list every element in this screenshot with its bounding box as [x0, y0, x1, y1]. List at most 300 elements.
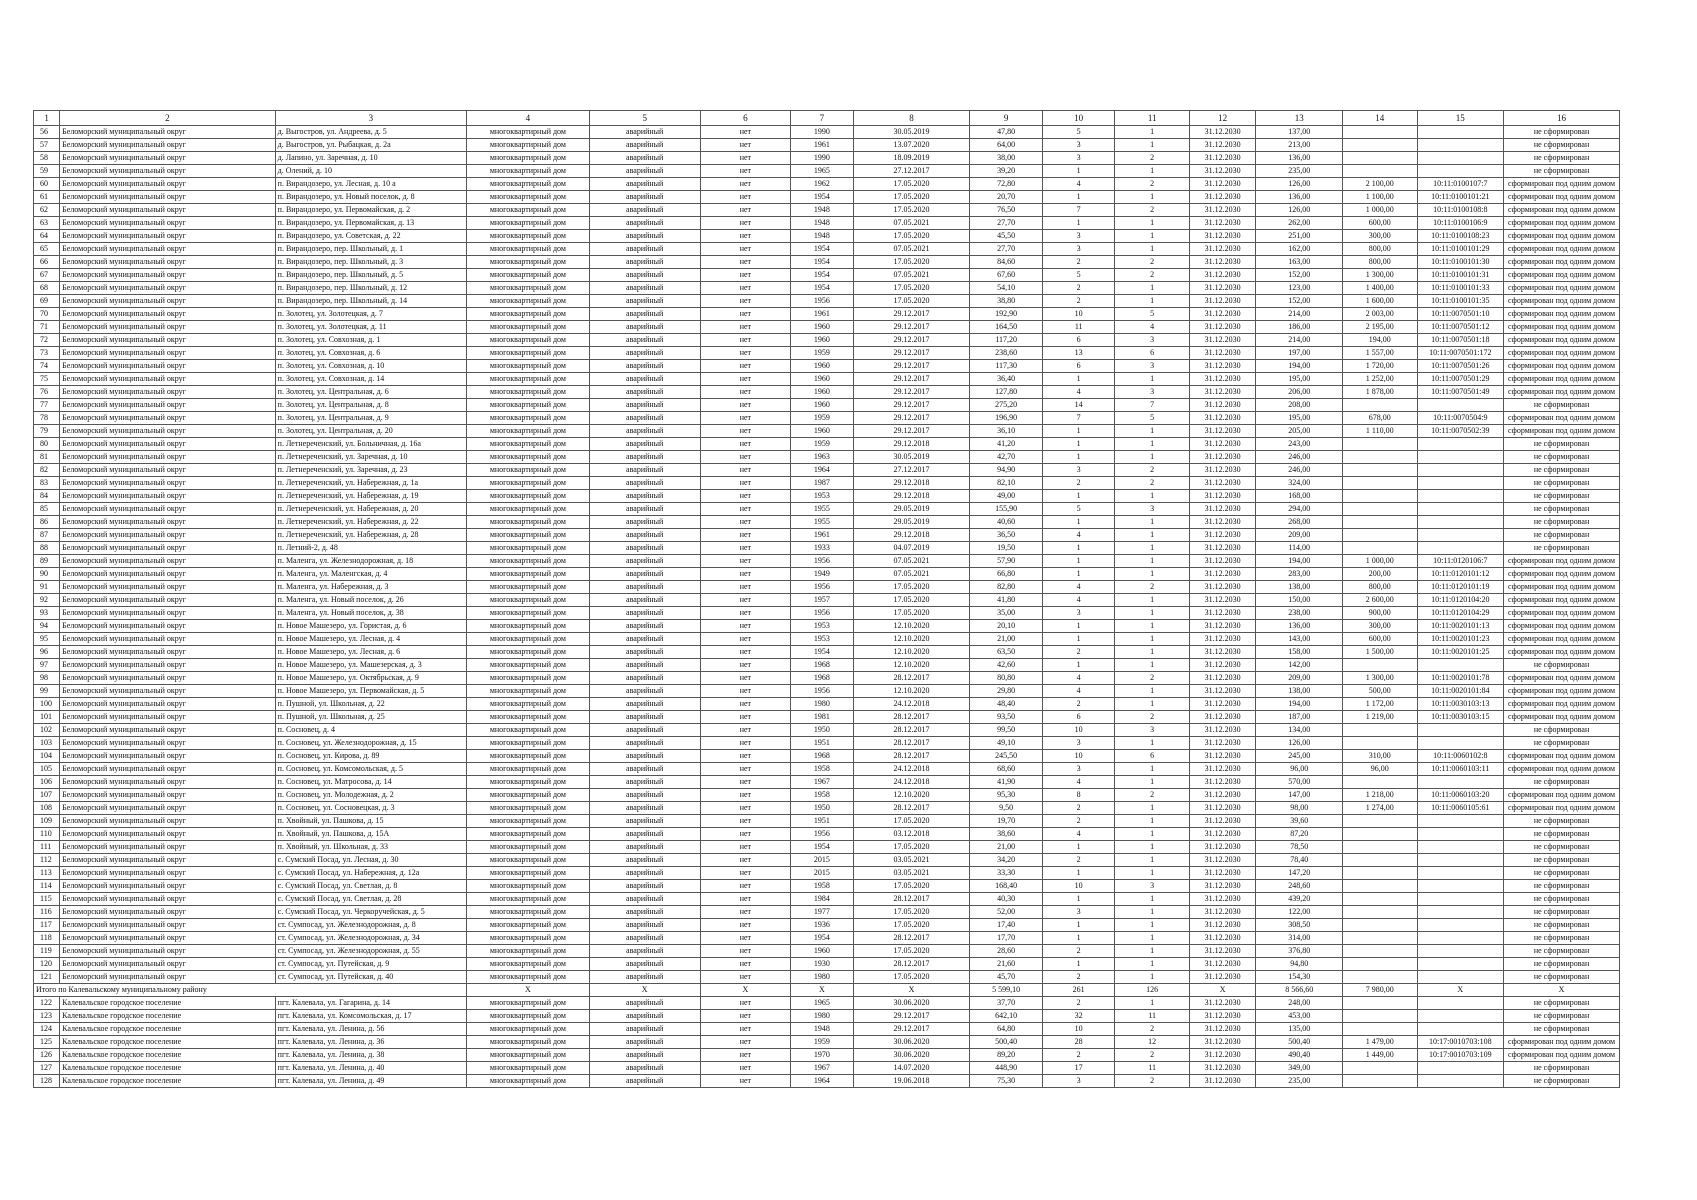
- table-cell: [1417, 828, 1504, 841]
- table-cell: 31.12.2030: [1189, 646, 1255, 659]
- table-cell: многоквартирный дом: [466, 659, 589, 672]
- total-row: [34, 984, 1620, 997]
- table-cell: многоквартирный дом: [466, 815, 589, 828]
- table-cell: 1987: [791, 477, 853, 490]
- table-cell: нет: [700, 945, 791, 958]
- table-cell: 10:17:0010703:109: [1417, 1049, 1504, 1062]
- table-cell: не сформирован: [1504, 841, 1620, 854]
- table-cell: 42,60: [970, 659, 1043, 672]
- table-cell: 214,00: [1256, 334, 1343, 347]
- table-cell: 1: [1042, 620, 1115, 633]
- table-cell: 10:11:0020101:84: [1417, 685, 1504, 698]
- table-cell: нет: [700, 581, 791, 594]
- table-cell: п. Сосновец, ул. Молодежная, д. 2: [275, 789, 466, 802]
- table-cell: 31.12.2030: [1189, 789, 1255, 802]
- table-cell: п. Вирандозеро, пер. Школьный, д. 14: [275, 295, 466, 308]
- table-cell: 94: [34, 620, 60, 633]
- table-row: [34, 906, 1620, 919]
- table-row: [34, 490, 1620, 503]
- table-cell: аварийный: [589, 191, 700, 204]
- table-cell: 31.12.2030: [1189, 204, 1255, 217]
- table-cell: 10: [1042, 880, 1115, 893]
- table-cell: 900,00: [1342, 607, 1417, 620]
- table-cell: не сформирован: [1504, 932, 1620, 945]
- table-cell: 192,90: [970, 308, 1043, 321]
- table-cell: нет: [700, 906, 791, 919]
- table-cell: не сформирован: [1504, 958, 1620, 971]
- table-cell: 10:17:0010703:108: [1417, 1036, 1504, 1049]
- table-cell: аварийный: [589, 373, 700, 386]
- table-cell: не сформирован: [1504, 139, 1620, 152]
- table-cell: не сформирован: [1504, 490, 1620, 503]
- table-cell: 1954: [791, 841, 853, 854]
- table-cell: Беломорский муниципальный округ: [60, 503, 275, 516]
- table-cell: 4: [1115, 321, 1190, 334]
- table-cell: 10:11:0060105:61: [1417, 802, 1504, 815]
- table-cell: многоквартирный дом: [466, 477, 589, 490]
- table-cell: 1960: [791, 399, 853, 412]
- table-cell: 31.12.2030: [1189, 295, 1255, 308]
- table-cell: многоквартирный дом: [466, 958, 589, 971]
- table-cell: 31.12.2030: [1189, 152, 1255, 165]
- table-cell: 5: [1115, 308, 1190, 321]
- table-cell: не сформирован: [1504, 477, 1620, 490]
- table-cell: 35,00: [970, 607, 1043, 620]
- table-cell: 1: [1115, 243, 1190, 256]
- table-row: [34, 1010, 1620, 1023]
- table-cell: 40,30: [970, 893, 1043, 906]
- table-cell: 6: [1115, 750, 1190, 763]
- table-cell: 251,00: [1256, 230, 1343, 243]
- table-cell: 113: [34, 867, 60, 880]
- table-cell: [1342, 490, 1417, 503]
- table-cell: 28,60: [970, 945, 1043, 958]
- table-cell: многоквартирный дом: [466, 438, 589, 451]
- table-cell: 38,80: [970, 295, 1043, 308]
- table-cell: 10:11:0100101:33: [1417, 282, 1504, 295]
- table-cell: не сформирован: [1504, 1010, 1620, 1023]
- table-cell: 87,20: [1256, 828, 1343, 841]
- table-cell: нет: [700, 880, 791, 893]
- table-cell: 10:11:0070501:18: [1417, 334, 1504, 347]
- table-cell: сформирован под одним домом: [1504, 802, 1620, 815]
- table-cell: 33,30: [970, 867, 1043, 880]
- table-cell: 2: [1042, 256, 1115, 269]
- table-cell: Беломорский муниципальный округ: [60, 295, 275, 308]
- table-cell: 10:11:0120106:7: [1417, 555, 1504, 568]
- table-cell: 2: [1042, 477, 1115, 490]
- table-cell: аварийный: [589, 477, 700, 490]
- table-cell: 248,60: [1256, 880, 1343, 893]
- table-cell: Беломорский муниципальный округ: [60, 906, 275, 919]
- table-cell: 64,80: [970, 1023, 1043, 1036]
- table-cell: сформирован под одним домом: [1504, 191, 1620, 204]
- table-cell: 100: [34, 698, 60, 711]
- table-cell: многоквартирный дом: [466, 308, 589, 321]
- table-cell: [1417, 165, 1504, 178]
- table-cell: 200,00: [1342, 568, 1417, 581]
- table-cell: п. Вирандозеро, ул. Лесная, д. 10 а: [275, 178, 466, 191]
- table-cell: [1342, 438, 1417, 451]
- table-cell: 63,50: [970, 646, 1043, 659]
- table-cell: 64: [34, 230, 60, 243]
- table-cell: 119: [34, 945, 60, 958]
- table-cell: пгт. Калевала, ул. Ленина, д. 40: [275, 1062, 466, 1075]
- table-cell: аварийный: [589, 789, 700, 802]
- table-cell: 10:11:0030103:15: [1417, 711, 1504, 724]
- table-cell: Беломорский муниципальный округ: [60, 815, 275, 828]
- table-cell: сформирован под одним домом: [1504, 555, 1620, 568]
- table-cell: сформирован под одним домом: [1504, 672, 1620, 685]
- table-cell: 106: [34, 776, 60, 789]
- table-cell: 31.12.2030: [1189, 776, 1255, 789]
- table-cell: [1342, 815, 1417, 828]
- table-cell: многоквартирный дом: [466, 1075, 589, 1088]
- table-cell: 1: [1115, 438, 1190, 451]
- table-cell: сформирован под одним домом: [1504, 217, 1620, 230]
- table-cell: аварийный: [589, 646, 700, 659]
- table-cell: п. Летнереченский, ул. Набережная, д. 19: [275, 490, 466, 503]
- table-cell: 1954: [791, 932, 853, 945]
- table-cell: 1: [1042, 373, 1115, 386]
- table-cell: 07.05.2021: [853, 555, 970, 568]
- table-cell: [1417, 1075, 1504, 1088]
- table-cell: 1960: [791, 425, 853, 438]
- table-cell: нет: [700, 685, 791, 698]
- table-cell: 69: [34, 295, 60, 308]
- table-row: [34, 1023, 1620, 1036]
- table-cell: 31.12.2030: [1189, 1036, 1255, 1049]
- table-row: [34, 243, 1620, 256]
- table-cell: 1967: [791, 776, 853, 789]
- table-cell: Беломорский муниципальный округ: [60, 217, 275, 230]
- table-cell: п. Летний-2, д. 48: [275, 542, 466, 555]
- table-cell: 92: [34, 594, 60, 607]
- table-cell: многоквартирный дом: [466, 412, 589, 425]
- table-cell: 10:11:0070501:26: [1417, 360, 1504, 373]
- table-cell: 28.12.2017: [853, 724, 970, 737]
- table-row: [34, 464, 1620, 477]
- table-cell: 194,00: [1256, 360, 1343, 373]
- table-row: [34, 503, 1620, 516]
- table-cell: п. Маленга, ул. Новый поселок, д. 38: [275, 607, 466, 620]
- table-cell: п. Сосновец, ул. Матросова, д. 14: [275, 776, 466, 789]
- table-cell: 2: [1042, 945, 1115, 958]
- table-cell: Беломорский муниципальный округ: [60, 477, 275, 490]
- table-cell: 96,00: [1342, 763, 1417, 776]
- table-cell: 1967: [791, 1062, 853, 1075]
- table-cell: пгт. Калевала, ул. Ленина, д. 38: [275, 1049, 466, 1062]
- table-cell: нет: [700, 958, 791, 971]
- table-cell: 2: [1042, 646, 1115, 659]
- header-row: [34, 111, 1620, 126]
- table-cell: многоквартирный дом: [466, 1049, 589, 1062]
- table-cell: 10:11:0070501:29: [1417, 373, 1504, 386]
- table-cell: нет: [700, 399, 791, 412]
- table-cell: многоквартирный дом: [466, 334, 589, 347]
- table-cell: Беломорский муниципальный округ: [60, 399, 275, 412]
- table-cell: аварийный: [589, 581, 700, 594]
- table-cell: 1: [1115, 607, 1190, 620]
- table-cell: 31.12.2030: [1189, 633, 1255, 646]
- table-cell: 235,00: [1256, 1075, 1343, 1088]
- table-cell: 3: [1042, 230, 1115, 243]
- table-cell: Беломорский муниципальный округ: [60, 308, 275, 321]
- table-cell: 4: [1042, 776, 1115, 789]
- table-cell: 89,20: [970, 1049, 1043, 1062]
- table-cell: Беломорский муниципальный округ: [60, 451, 275, 464]
- table-cell: п. Вирандозеро, пер. Школьный, д. 3: [275, 256, 466, 269]
- table-cell: [1417, 815, 1504, 828]
- table-cell: 5: [1042, 269, 1115, 282]
- table-cell: п. Летнереченский, ул. Набережная, д. 20: [275, 503, 466, 516]
- table-cell: многоквартирный дом: [466, 178, 589, 191]
- table-cell: 3: [1042, 152, 1115, 165]
- table-cell: [1342, 464, 1417, 477]
- table-cell: 3: [1042, 607, 1115, 620]
- table-cell: многоквартирный дом: [466, 542, 589, 555]
- table-cell: Беломорский муниципальный округ: [60, 581, 275, 594]
- table-cell: 94,80: [1256, 958, 1343, 971]
- table-cell: не сформирован: [1504, 971, 1620, 984]
- table-cell: пгт. Калевала, ул. Ленина, д. 36: [275, 1036, 466, 1049]
- table-row: [34, 334, 1620, 347]
- table-cell: 1954: [791, 646, 853, 659]
- table-row: [34, 932, 1620, 945]
- table-cell: многоквартирный дом: [466, 451, 589, 464]
- table-cell: не сформирован: [1504, 126, 1620, 139]
- table-cell: многоквартирный дом: [466, 256, 589, 269]
- table-cell: [1417, 451, 1504, 464]
- table-cell: 500,40: [970, 1036, 1043, 1049]
- table-cell: не сформирован: [1504, 828, 1620, 841]
- table-cell: 205,00: [1256, 425, 1343, 438]
- table-cell: 17.05.2020: [853, 607, 970, 620]
- table-cell: 800,00: [1342, 243, 1417, 256]
- table-cell: нет: [700, 997, 791, 1010]
- table-cell: нет: [700, 308, 791, 321]
- table-cell: 117,30: [970, 360, 1043, 373]
- table-cell: Беломорский муниципальный округ: [60, 854, 275, 867]
- table-cell: [1417, 893, 1504, 906]
- table-cell: аварийный: [589, 828, 700, 841]
- table-row: [34, 308, 1620, 321]
- table-cell: 1: [1115, 867, 1190, 880]
- table-cell: 17.05.2020: [853, 204, 970, 217]
- table-cell: 1959: [791, 1036, 853, 1049]
- table-cell: многоквартирный дом: [466, 919, 589, 932]
- table-cell: сформирован под одним домом: [1504, 386, 1620, 399]
- table-cell: [1417, 464, 1504, 477]
- table-cell: аварийный: [589, 659, 700, 672]
- table-cell: 31.12.2030: [1189, 815, 1255, 828]
- table-cell: Беломорский муниципальный округ: [60, 698, 275, 711]
- table-cell: многоквартирный дом: [466, 347, 589, 360]
- table-cell: [1342, 997, 1417, 1010]
- header-cell: 15: [1417, 111, 1504, 126]
- table-cell: Беломорский муниципальный округ: [60, 828, 275, 841]
- table-row: [34, 802, 1620, 815]
- table-cell: 1958: [791, 763, 853, 776]
- table-cell: аварийный: [589, 815, 700, 828]
- table-cell: 31.12.2030: [1189, 659, 1255, 672]
- table-cell: Беломорский муниципальный округ: [60, 490, 275, 503]
- table-cell: [1342, 724, 1417, 737]
- table-cell: 490,40: [1256, 1049, 1343, 1062]
- table-cell: 17.05.2020: [853, 906, 970, 919]
- table-cell: 3: [1042, 906, 1115, 919]
- table-cell: 9,50: [970, 802, 1043, 815]
- table-cell: 28.12.2017: [853, 958, 970, 971]
- table-cell: [1342, 126, 1417, 139]
- table-cell: 152,00: [1256, 295, 1343, 308]
- table-cell: п. Вирандозеро, ул. Новый поселок, д. 8: [275, 191, 466, 204]
- table-cell: Беломорский муниципальный округ: [60, 386, 275, 399]
- table-cell: 1960: [791, 945, 853, 958]
- table-cell: 17: [1042, 1062, 1115, 1075]
- table-cell: п. Золотец, ул. Совхозная, д. 1: [275, 334, 466, 347]
- header-cell: 8: [853, 111, 970, 126]
- table-cell: 314,00: [1256, 932, 1343, 945]
- table-row: [34, 191, 1620, 204]
- table-cell: нет: [700, 464, 791, 477]
- table-cell: 81: [34, 451, 60, 464]
- table-cell: не сформирован: [1504, 737, 1620, 750]
- table-cell: пгт. Калевала, ул. Гагарина, д. 14: [275, 997, 466, 1010]
- table-cell: 32: [1042, 1010, 1115, 1023]
- table-cell: п. Золотец, ул. Золотецкая, д. 11: [275, 321, 466, 334]
- table-cell: 67,60: [970, 269, 1043, 282]
- table-cell: п. Вирандозеро, пер. Школьный, д. 1: [275, 243, 466, 256]
- table-cell: с. Сумский Посад, ул. Светлая, д. 28: [275, 893, 466, 906]
- table-cell: Беломорский муниципальный округ: [60, 516, 275, 529]
- table-cell: нет: [700, 178, 791, 191]
- table-cell: многоквартирный дом: [466, 1062, 589, 1075]
- table-cell: нет: [700, 165, 791, 178]
- table-cell: 57: [34, 139, 60, 152]
- table-cell: 2: [1042, 854, 1115, 867]
- table-cell: 268,00: [1256, 516, 1343, 529]
- table-cell: 14.07.2020: [853, 1062, 970, 1075]
- table-cell: 31.12.2030: [1189, 620, 1255, 633]
- table-cell: 1: [1115, 282, 1190, 295]
- table-cell: 30.05.2019: [853, 126, 970, 139]
- total-cell: 5 599,10: [970, 984, 1043, 997]
- table-cell: 1954: [791, 256, 853, 269]
- table-cell: [1342, 828, 1417, 841]
- table-cell: 127: [34, 1062, 60, 1075]
- table-cell: 31.12.2030: [1189, 477, 1255, 490]
- table-cell: 1: [1115, 542, 1190, 555]
- total-cell: 126: [1115, 984, 1190, 997]
- table-cell: сформирован под одним домом: [1504, 685, 1620, 698]
- table-cell: 31.12.2030: [1189, 334, 1255, 347]
- table-cell: 28.12.2017: [853, 750, 970, 763]
- table-cell: нет: [700, 828, 791, 841]
- table-cell: нет: [700, 360, 791, 373]
- table-cell: 28.12.2017: [853, 737, 970, 750]
- table-row: [34, 438, 1620, 451]
- table-row: [34, 776, 1620, 789]
- table-cell: 31.12.2030: [1189, 724, 1255, 737]
- table-cell: не сформирован: [1504, 529, 1620, 542]
- table-cell: 45,50: [970, 230, 1043, 243]
- table-cell: 678,00: [1342, 412, 1417, 425]
- table-row: [34, 165, 1620, 178]
- table-row: [34, 217, 1620, 230]
- table-cell: Беломорский муниципальный округ: [60, 763, 275, 776]
- table-cell: 1: [1115, 854, 1190, 867]
- table-row: [34, 1036, 1620, 1049]
- table-cell: 39,60: [1256, 815, 1343, 828]
- table-cell: д. Лапино, ул. Заречная, д. 10: [275, 152, 466, 165]
- table-cell: 95: [34, 633, 60, 646]
- table-cell: 1960: [791, 386, 853, 399]
- table-cell: 21,00: [970, 633, 1043, 646]
- table-cell: 1: [1115, 919, 1190, 932]
- header-cell: 9: [970, 111, 1043, 126]
- table-cell: 152,00: [1256, 269, 1343, 282]
- table-cell: 1964: [791, 1075, 853, 1088]
- table-cell: 1: [1115, 906, 1190, 919]
- table-cell: 10:11:0100106:9: [1417, 217, 1504, 230]
- table-cell: 21,00: [970, 841, 1043, 854]
- table-cell: 209,00: [1256, 529, 1343, 542]
- table-cell: нет: [700, 256, 791, 269]
- table-cell: нет: [700, 789, 791, 802]
- table-cell: сформирован под одним домом: [1504, 269, 1620, 282]
- table-row: [34, 555, 1620, 568]
- table-cell: 95,30: [970, 789, 1043, 802]
- table-cell: 3: [1115, 724, 1190, 737]
- table-cell: 31.12.2030: [1189, 503, 1255, 516]
- table-cell: 31.12.2030: [1189, 945, 1255, 958]
- table-cell: 17.05.2020: [853, 971, 970, 984]
- table-cell: п. Золотец, ул. Центральная, д. 6: [275, 386, 466, 399]
- table-cell: не сформирован: [1504, 945, 1620, 958]
- table-cell: 1: [1115, 230, 1190, 243]
- table-row: [34, 607, 1620, 620]
- table-cell: 107: [34, 789, 60, 802]
- table-cell: 19.06.2018: [853, 1075, 970, 1088]
- table-cell: 147,20: [1256, 867, 1343, 880]
- table-row: [34, 971, 1620, 984]
- table-cell: 31.12.2030: [1189, 386, 1255, 399]
- table-cell: 125: [34, 1036, 60, 1049]
- table-cell: аварийный: [589, 633, 700, 646]
- table-cell: 24.12.2018: [853, 763, 970, 776]
- table-cell: многоквартирный дом: [466, 269, 589, 282]
- table-cell: 600,00: [1342, 633, 1417, 646]
- table-cell: нет: [700, 672, 791, 685]
- table-cell: Беломорский муниципальный округ: [60, 139, 275, 152]
- table-cell: [1417, 542, 1504, 555]
- table-cell: Беломорский муниципальный округ: [60, 750, 275, 763]
- table-cell: нет: [700, 1062, 791, 1075]
- table-cell: нет: [700, 503, 791, 516]
- table-cell: 4: [1042, 672, 1115, 685]
- table-cell: 1 449,00: [1342, 1049, 1417, 1062]
- table-cell: п. Сосновец, д. 4: [275, 724, 466, 737]
- table-cell: нет: [700, 607, 791, 620]
- table-cell: п. Золотец, ул. Центральная, д. 8: [275, 399, 466, 412]
- header-cell: 14: [1342, 111, 1417, 126]
- table-cell: [1417, 490, 1504, 503]
- table-cell: 1980: [791, 971, 853, 984]
- table-cell: 1: [1115, 425, 1190, 438]
- table-cell: 1: [1115, 893, 1190, 906]
- table-cell: аварийный: [589, 555, 700, 568]
